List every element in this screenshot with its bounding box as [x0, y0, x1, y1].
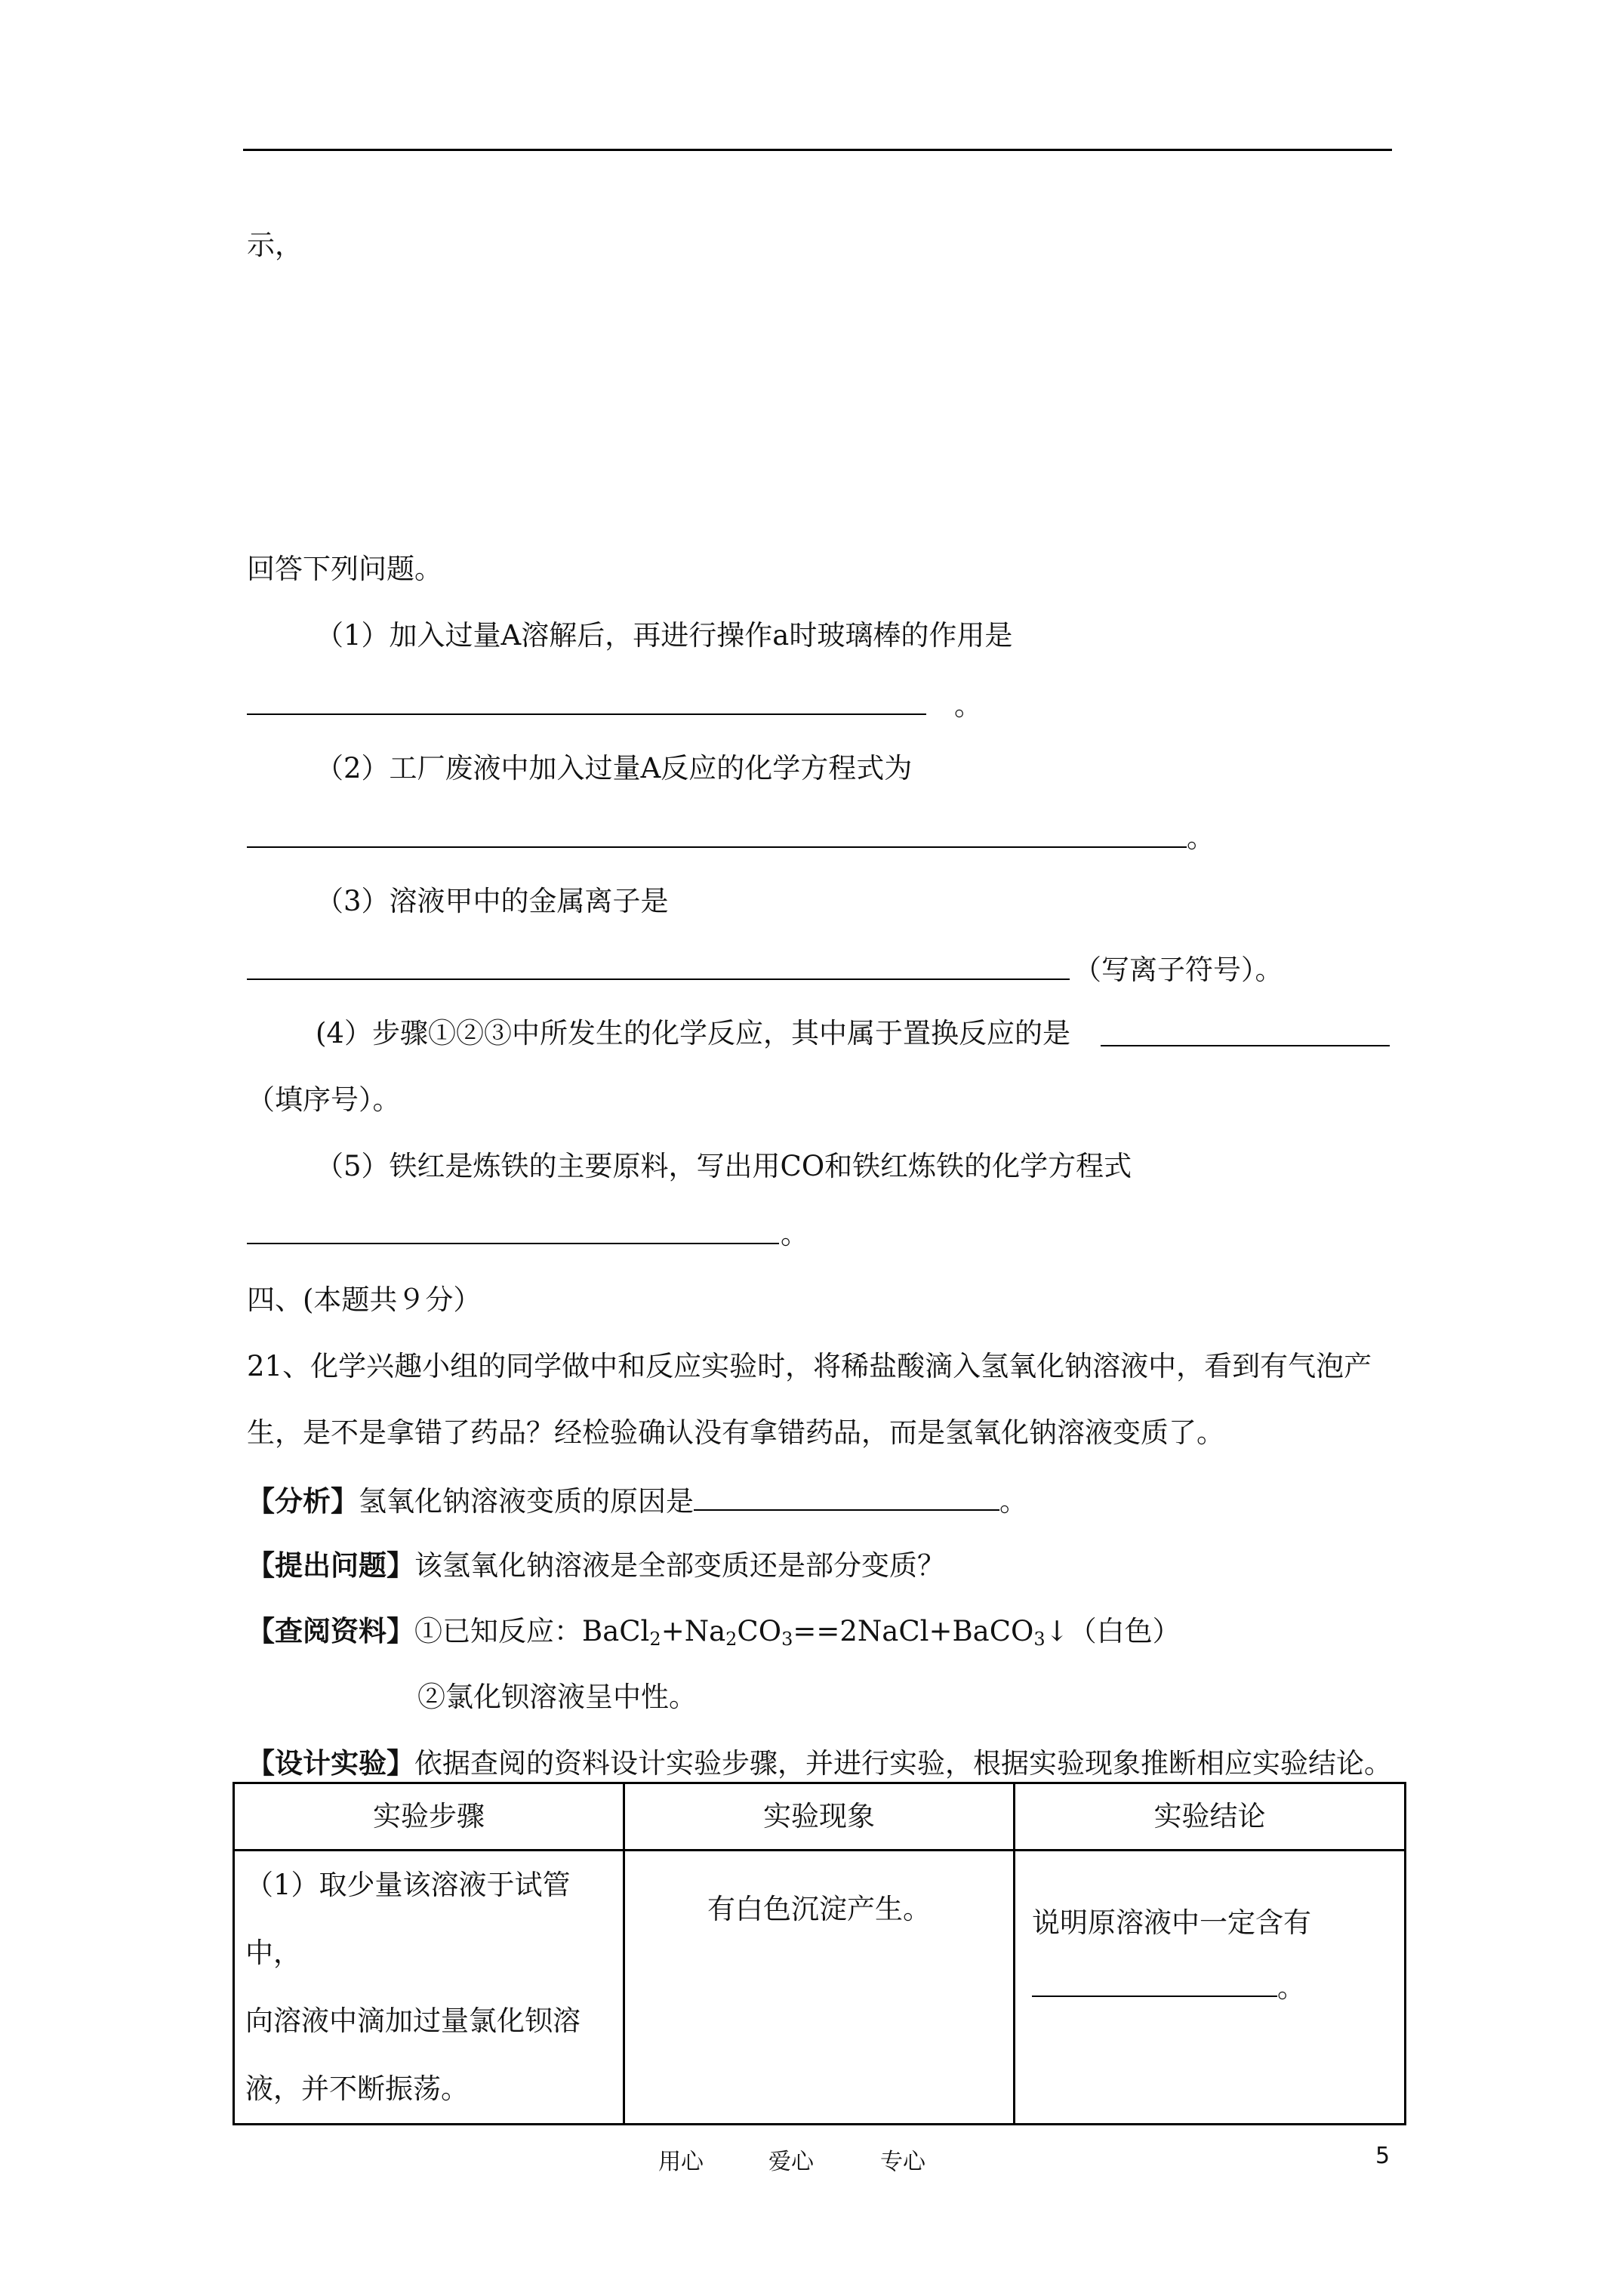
footer-motto-1: 用心 [658, 2149, 704, 2175]
eq-part: BaCl [582, 1615, 650, 1647]
table-header: 实验现象 [624, 1783, 1015, 1851]
eq-part: +Na [661, 1615, 726, 1647]
table-row [234, 1851, 1406, 2125]
footer-motto-2: 爱心 [768, 2149, 814, 2175]
section-heading: 四、(本题共９分） [247, 1284, 482, 1316]
reaction-equation [582, 1615, 1069, 1650]
header-rule [243, 149, 1392, 151]
question-3-end: （写离子符号）。 [1073, 954, 1283, 986]
answer-blank-4[interactable] [1101, 1045, 1390, 1046]
intro-fragment: 示， [247, 229, 303, 261]
step-line: 向溶液中滴加过量氯化钡溶 [245, 2005, 581, 2037]
eq-part: ==2NaCl+BaCO [793, 1615, 1034, 1647]
precipitate-arrow-icon: ↓ [1045, 1615, 1069, 1647]
answer-prompt: 回答下列问题。 [247, 553, 442, 585]
analysis-end: 。 [999, 1485, 1027, 1518]
step-line: 液，并不断振荡。 [245, 2073, 469, 2105]
q21-line-2: 生，是不是拿错了药品？经检验确认没有拿错药品，而是氢氧化钠溶液变质了。 [247, 1416, 1224, 1449]
question-4: (4）步骤①②③中所发生的化学反应，其中属于置换反应的是 [316, 1017, 1070, 1049]
reference-note: （白色） [1068, 1615, 1181, 1647]
step-line: （1）取少量该溶液于试管中， [245, 1869, 571, 1969]
design-text: 依据查阅的资料设计实验步骤，并进行实验，根据实验现象推断相应实验结论。 [414, 1747, 1392, 1780]
question-1: （1）加入过量A溶解后，再进行操作a时玻璃棒的作用是 [316, 619, 1013, 652]
question-2: （2）工厂废液中加入过量A反应的化学方程式为 [316, 752, 913, 784]
answer-blank-3[interactable] [247, 978, 1070, 980]
question-5: （5）铁红是炼铁的主要原料，写出用CO和铁红炼铁的化学方程式 [316, 1150, 1132, 1182]
question-label: 【提出问题】 [247, 1549, 414, 1582]
design-label: 【设计实验】 [247, 1746, 414, 1780]
question-5-end: 。 [781, 1218, 808, 1250]
analysis-label: 【分析】 [247, 1484, 359, 1518]
answer-blank-2[interactable] [247, 846, 1187, 848]
experiment-table [233, 1782, 1406, 2125]
question-2-end: 。 [1187, 821, 1215, 854]
q21-line-1: 21、化学兴趣小组的同学做中和反应实验时，将稀盐酸滴入氢氧化钠溶液中，看到有气泡产 [247, 1350, 1372, 1382]
reference-line [247, 1612, 1181, 1650]
conclusion-text: 说明原溶液中一定含有 [1032, 1906, 1311, 1939]
footer-motto-3: 专心 [880, 2149, 925, 2175]
table-header: 实验步骤 [234, 1783, 624, 1851]
step-cell [234, 1851, 624, 2125]
table-header-row [234, 1783, 1406, 1851]
design-line [247, 1744, 1392, 1783]
question-3: （3）溶液甲中的金属离子是 [316, 885, 669, 917]
analysis-line [247, 1481, 1027, 1521]
reference-label: 【查阅资料】 [247, 1614, 414, 1647]
eq-subscript: 3 [1033, 1629, 1046, 1650]
conclusion-blank[interactable] [1032, 1967, 1277, 1997]
eq-subscript: 2 [649, 1629, 661, 1650]
answer-blank-1[interactable] [247, 713, 926, 715]
analysis-text: 氢氧化钠溶液变质的原因是 [359, 1485, 694, 1518]
page-number: 5 [1375, 2143, 1390, 2169]
question-text: 该氢氧化钠溶液是全部变质还是部分变质？ [414, 1549, 945, 1582]
question-line [247, 1546, 945, 1585]
conclusion-end: 。 [1277, 1971, 1305, 2004]
question-1-end: 。 [954, 689, 982, 722]
table-header: 实验结论 [1015, 1783, 1406, 1851]
eq-subscript: 2 [725, 1629, 738, 1650]
answer-blank-5[interactable] [247, 1243, 779, 1244]
analysis-blank[interactable] [694, 1481, 999, 1511]
conclusion-cell [1015, 1851, 1406, 2125]
question-4-end: （填序号）。 [247, 1083, 401, 1116]
eq-part: CO [737, 1615, 782, 1647]
eq-subscript: 3 [781, 1629, 793, 1650]
reference-item1-prefix: ①已知反应： [414, 1615, 582, 1647]
reference-item-2: ②氯化钡溶液呈中性。 [417, 1681, 697, 1713]
phenomenon-cell: 有白色沉淀产生。 [624, 1851, 1015, 2125]
conclusion-blank-line [1032, 1955, 1394, 2020]
